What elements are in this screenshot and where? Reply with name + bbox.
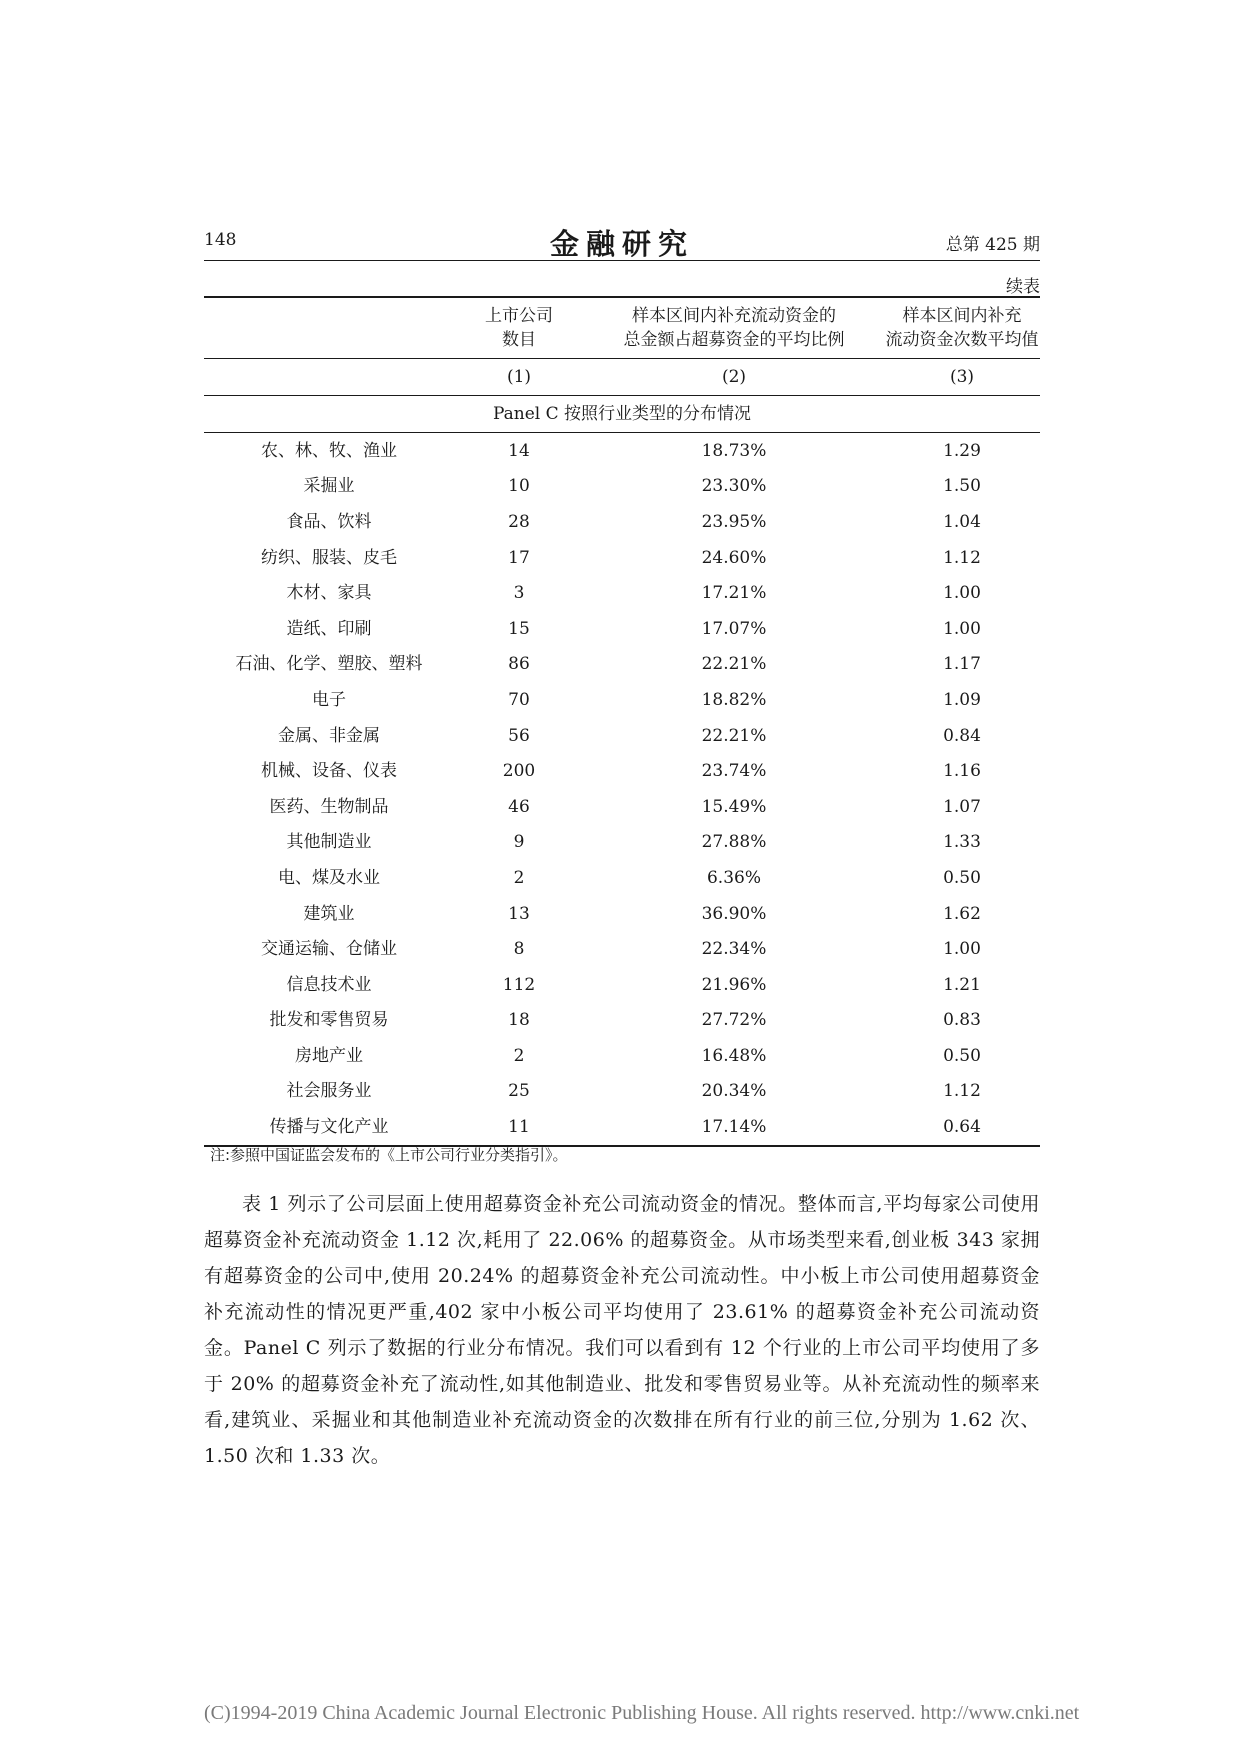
company-count-cell: 3 <box>513 583 525 604</box>
average-ratio-cell: 27.88% <box>701 832 767 853</box>
column-number: (3) <box>884 359 1040 396</box>
average-ratio-cell: 18.73% <box>701 440 767 461</box>
header-rule <box>204 260 1040 261</box>
column-header-industry <box>204 297 454 359</box>
average-frequency-cell: 1.17 <box>943 654 981 675</box>
table-row <box>204 504 1040 540</box>
average-frequency-cell: 1.16 <box>943 761 981 782</box>
average-frequency-cell: 1.29 <box>943 440 981 461</box>
average-frequency-cell: 0.84 <box>943 725 981 746</box>
average-ratio-cell: 21.96% <box>701 974 767 995</box>
industry-cell: 建筑业 <box>303 903 355 924</box>
table-row <box>204 967 1040 1003</box>
industry-cell: 电、煤及水业 <box>278 867 380 888</box>
company-count-cell: 15 <box>508 618 530 639</box>
average-frequency-cell: 0.64 <box>884 1109 1040 1146</box>
journal-title: 金融研究 <box>549 227 694 261</box>
average-frequency-cell: 1.62 <box>943 903 981 924</box>
column-number <box>204 359 454 396</box>
company-count-cell: 18 <box>508 1010 530 1031</box>
average-ratio-cell: 23.74% <box>701 761 767 782</box>
company-count-cell: 25 <box>508 1081 530 1102</box>
average-frequency-cell: 1.00 <box>943 939 981 960</box>
column-header-average-ratio: 样本区间内补充流动资金的 总金额占超募资金的平均比例 <box>584 297 884 359</box>
industry-cell: 房地产业 <box>295 1045 363 1066</box>
table-row <box>204 575 1040 611</box>
company-count-cell: 200 <box>502 761 536 782</box>
industry-cell: 石油、化学、塑胶、塑料 <box>235 654 423 675</box>
industry-cell: 木材、家具 <box>286 583 372 604</box>
company-count-cell: 10 <box>508 476 530 497</box>
average-ratio-cell: 20.34% <box>701 1081 767 1102</box>
body-paragraph: 表 1 列示了公司层面上使用超募资金补充公司流动资金的情况。整体而言,平均每家公司使用超募资金补充流动资金 1.12 次,耗用了 22.06% 的超募资金。从市场类型来看,创业板 343 家拥有超募资金的公司中,使用 20.24% 的超募资金补充公司流动性。中小板上市公司使用超募资金补充流动性的情况更严重,402 家中小板公司平均使用了 23.61% 的超募资金补充公司流动资金。Panel C 列示了数据的行业分布情况。我们可以看到有 12 个行业的上市公司平均使用了多于 20% 的超募资金补充了流动性,如其他制造业、批发和零售贸易业等。从补充流动性的频率来看,建筑业、采掘业和其他制造业补充流动资金的次数排在所有行业的前三位,分别为 1.62 次、1.50 次和 1.33 次。 <box>204 1193 1040 1467</box>
industry-cell: 农、林、牧、渔业 <box>261 440 397 461</box>
table-row <box>204 433 1040 469</box>
company-count-cell: 28 <box>508 511 530 532</box>
column-number: (2) <box>584 359 884 396</box>
average-ratio-cell: 23.95% <box>701 511 767 532</box>
table-row <box>204 1038 1040 1074</box>
column-header-average-frequency: 样本区间内补充 流动资金次数平均值 <box>884 297 1040 359</box>
table-row <box>204 1003 1040 1039</box>
industry-cell: 其他制造业 <box>286 832 372 853</box>
company-count-cell: 14 <box>508 440 530 461</box>
column-header-company-count: 上市公司 数目 <box>454 297 584 359</box>
industry-cell: 医药、生物制品 <box>269 796 389 817</box>
table-row <box>204 931 1040 967</box>
average-ratio-cell: 22.21% <box>701 654 767 675</box>
industry-cell: 机械、设备、仪表 <box>261 761 397 782</box>
average-frequency-cell: 0.50 <box>943 1045 981 1066</box>
column-number-row <box>204 359 1040 396</box>
industry-cell: 纺织、服装、皮毛 <box>261 547 397 568</box>
table-continued-label: 续表 <box>1006 277 1040 297</box>
page-number: 148 <box>204 230 237 250</box>
average-frequency-cell: 1.33 <box>943 832 981 853</box>
industry-cell: 传播与文化产业 <box>204 1109 454 1146</box>
table-row <box>204 860 1040 896</box>
average-ratio-cell: 15.49% <box>701 796 767 817</box>
average-frequency-cell: 1.04 <box>943 511 981 532</box>
table-body <box>204 433 1040 1146</box>
industry-cell: 批发和零售贸易 <box>269 1010 389 1031</box>
average-frequency-cell: 1.12 <box>943 547 981 568</box>
company-count-cell: 8 <box>513 939 525 960</box>
industry-cell: 金属、非金属 <box>278 725 380 746</box>
panel-title-row <box>204 396 1040 433</box>
company-count-cell: 2 <box>513 867 525 888</box>
average-ratio-cell: 16.48% <box>701 1045 767 1066</box>
average-ratio-cell: 22.21% <box>701 725 767 746</box>
average-frequency-cell: 0.50 <box>943 867 981 888</box>
industry-cell: 交通运输、仓储业 <box>261 939 397 960</box>
average-frequency-cell: 1.21 <box>943 974 981 995</box>
average-ratio-cell: 6.36% <box>706 867 761 888</box>
industry-cell: 电子 <box>312 689 346 710</box>
average-frequency-cell: 0.83 <box>943 1010 981 1031</box>
page-header <box>204 222 1040 261</box>
table-header-row <box>204 297 1040 359</box>
average-ratio-cell: 27.72% <box>701 1010 767 1031</box>
average-ratio-cell: 22.34% <box>701 939 767 960</box>
table-row <box>204 611 1040 647</box>
column-number: (1) <box>454 359 584 396</box>
average-ratio-cell: 17.14% <box>584 1109 884 1146</box>
industry-cell: 造纸、印刷 <box>286 618 372 639</box>
average-ratio-cell: 18.82% <box>701 689 767 710</box>
company-count-cell: 17 <box>508 547 530 568</box>
average-frequency-cell: 1.07 <box>943 796 981 817</box>
average-frequency-cell: 1.00 <box>943 618 981 639</box>
average-frequency-cell: 1.00 <box>943 583 981 604</box>
table-row <box>204 825 1040 861</box>
average-ratio-cell: 17.21% <box>701 583 767 604</box>
company-count-cell: 86 <box>508 654 530 675</box>
average-frequency-cell: 1.09 <box>943 689 981 710</box>
average-ratio-cell: 23.30% <box>701 476 767 497</box>
average-frequency-cell: 1.50 <box>943 476 981 497</box>
issue-label: 总第 425 期 <box>945 235 1040 255</box>
average-ratio-cell: 24.60% <box>701 547 767 568</box>
industry-cell: 食品、饮料 <box>286 511 372 532</box>
table-row <box>204 896 1040 932</box>
industry-cell: 采掘业 <box>303 476 355 497</box>
table-row <box>204 718 1040 754</box>
company-count-cell: 112 <box>502 974 536 995</box>
industry-distribution-table <box>204 296 1040 1147</box>
company-count-cell: 9 <box>513 832 525 853</box>
copyright-footer: (C)1994-2019 China Academic Journal Electronic Publishing House. All rights reserved. http://www.cnki.net <box>204 1702 1080 1724</box>
table-row <box>204 753 1040 789</box>
company-count-cell: 70 <box>508 689 530 710</box>
company-count-cell: 13 <box>508 903 530 924</box>
average-ratio-cell: 36.90% <box>701 903 767 924</box>
table-row <box>204 1109 1040 1146</box>
table-note: 注:参照中国证监会发布的《上市公司行业分类指引》。 <box>210 1146 568 1164</box>
average-frequency-cell: 1.12 <box>943 1081 981 1102</box>
panel-title: Panel C 按照行业类型的分布情况 <box>204 396 1040 433</box>
company-count-cell: 56 <box>508 725 530 746</box>
company-count-cell: 11 <box>454 1109 584 1146</box>
industry-cell: 信息技术业 <box>286 974 372 995</box>
average-ratio-cell: 17.07% <box>701 618 767 639</box>
table-row <box>204 540 1040 576</box>
table-row <box>204 1074 1040 1110</box>
table-row <box>204 469 1040 505</box>
table-row <box>204 682 1040 718</box>
table-row <box>204 647 1040 683</box>
table-row <box>204 789 1040 825</box>
company-count-cell: 2 <box>513 1045 525 1066</box>
company-count-cell: 46 <box>508 796 530 817</box>
industry-cell: 社会服务业 <box>286 1081 372 1102</box>
